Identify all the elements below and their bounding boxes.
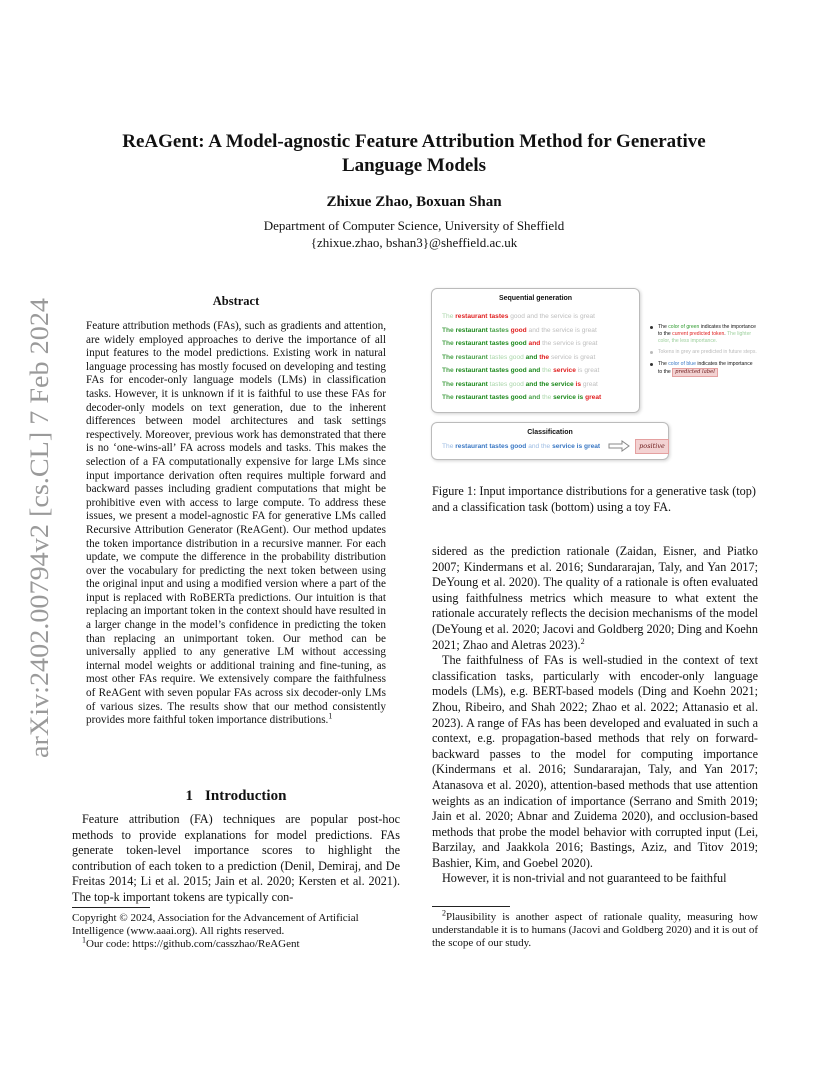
affiliation: Department of Computer Science, University of Sheffield — [263, 218, 565, 233]
footnote-rule-left — [72, 907, 150, 908]
figure-caption: Figure 1: Input importance distributions for a generative task (top) and a classification task (bottom) using a toy FA. — [432, 484, 756, 514]
paragraph-rationale: sidered as the prediction rationale (Zaidan, Eisner, and Piatko 2007; Kindermans et al. 2016; Sundararajan, Taly, and Yan 2017; DeYoung et al. 2020). The quality of a rationale is often evaluated using faithfulness metrics which measure to what extent the rationale accurately reflects the decision mechanisms of the model (DeYoung et al. 2020; Jacovi and Goldberg 2020; Ding and Koehn 2021; Zhao and Aletras 2023).$^2$ — [432, 544, 758, 652]
author-emails: {zhixue.zhao, bshan3}@sheffield.ac.uk — [310, 235, 518, 250]
sequence-row: The restaurant tastes good and the service is great — [442, 353, 596, 361]
sequential-generation-title: Sequential generation — [498, 295, 573, 302]
sequence-row: The restaurant tastes good and the service is great — [442, 367, 600, 374]
code-footnote — [72, 935, 400, 951]
paragraph-however: However, it is non-trivial and not guaranteed to be faithful — [442, 871, 727, 886]
classification-panel — [431, 422, 669, 460]
paper-title: ReAGent: A Model-agnostic Feature Attribution Method for Generative Language Models — [122, 131, 706, 176]
section-number: 1 — [185, 788, 194, 804]
code-footnote-text: Our code: https://github.com/casszhao/ReAGent — [86, 938, 300, 951]
sequence-rows — [442, 313, 601, 408]
classification-row: The restaurant tastes good and the service is great — [442, 443, 601, 450]
copyright-notice: Copyright © 2024, Association for the Advancement of Artificial Intelligence (www.aaai.org). All rights reserved. — [72, 912, 359, 938]
sequence-row: The restaurant tastes good and the service is great — [442, 313, 595, 320]
right-arrow-icon — [608, 440, 630, 452]
code-footnote-mark: 1 — [82, 935, 86, 945]
legend-item-gray: Tokens in grey are predicted in future steps. — [650, 349, 758, 356]
arxiv-id-text: arXiv:2402.00794v2 [cs.CL] 7 Feb 2024 — [25, 333, 54, 758]
figure-legend — [650, 324, 758, 382]
footnote-mark-1: 1 — [328, 711, 333, 721]
paper-authors: Zhixue Zhao, Boxuan Shan — [326, 194, 502, 210]
sequence-row: The restaurant tastes good and the service is great — [442, 380, 598, 388]
arxiv-identifier — [20, 298, 54, 758]
abstract-text: Feature attribution methods (FAs), such as gradients and attention, are widely employed approaches to derive the importance of all input features to the model predictions. Existing work in natural language processing has mostly focused on developing and testing FAs for encoder-only language models (LMs) in classification tasks. However, it is unknown if it is faithful to use these FAs for decoder-only models on text generation, due to the inherent differences between model architectures and task settings respectively. Moreover, previous work has demonstrated that there is no ‘one-wins-all’ FA across models and tasks. This makes the selection of a FA computationally expensive for large LMs since input importance derivation often requires multiple forward and backward passes including gradient computations that might be prohibitive even with access to large compute. To address these issues, we present a model-agnostic FA for generative LMs called Recursive Attribution Generator (ReAGent). Our method updates the token importance distribution in a recursive manner. For each update, we compute the difference in the probability distribution over the vocabulary for predicting the next token between using the original input and using a modified version where a part of the input is replaced with RoBERTa predictions. Our intuition is that replacing an important token in the context should have resulted in a larger change in the model’s confidence in predicting the token than replacing an unimportant token. Our method can be universally applied to any generative LM without accessing internal model weights or additional training and fine-tuning, as most other FAs require. We extensively compare the faithfulness of ReAGent with seven popular FAs across six decoder-only LMs of various sizes. The results show that our method consistently provides more faithful token importance distributions. — [86, 320, 386, 727]
affiliation-block — [100, 217, 728, 251]
right-column-body — [432, 544, 758, 887]
plausibility-footnote: $^2$Plausibility is another aspect of rationale quality, measuring how understandable it is to humans (Jacovi and Goldberg 2020) and it is out of the scope of our study. — [432, 908, 758, 950]
abstract-body — [86, 320, 386, 728]
sequence-row: The restaurant tastes good and the service is great — [442, 326, 597, 334]
plausibility-footnote-mark: 2 — [442, 908, 446, 918]
section-title: Introduction — [205, 788, 287, 804]
section-heading-introduction — [72, 788, 400, 805]
abstract-heading: Abstract — [212, 294, 260, 308]
introduction-body — [72, 812, 400, 906]
classification-title: Classification — [527, 429, 573, 436]
figure-1 — [428, 286, 758, 462]
footnotes-left — [72, 912, 400, 952]
legend-item-blue: The color of blue indicates the importance to the predicted label — [650, 361, 758, 377]
footnote-rule-right — [432, 906, 510, 907]
predicted-label: positive — [635, 439, 669, 454]
sequence-row: The restaurant tastes good and the service is great — [442, 340, 598, 347]
intro-paragraph: Feature attribution (FA) techniques are popular post-hoc methods to provide explanations for model predictions. FAs generate token-level importance scores to highlight the contribution of each token to a prediction (Denil, Demiraj, and De Freitas 2014; Li et al. 2015; Jain et al. 2020; Kersten et al. 2021). The top-k important tokens are typically con- — [72, 812, 400, 904]
sequence-row: The restaurant tastes good and the service is great — [442, 394, 602, 401]
footnotes-right — [432, 908, 758, 951]
legend-item-green: The color of green indicates the importance to the current predicted token. The lighter color, the less importance. — [650, 324, 758, 344]
paragraph-faithfulness: The faithfulness of FAs is well-studied in the context of text classification tasks, particularly with encoder-only language models (LMs), e.g. BERT-based models (Ding and Koehn 2021; Zhou, Ribeiro, and Shah 2022; Zhao et al. 2022; Attanasio et al. 2023). A range of FAs has been developed and evaluated in such a context, e.g. propagation-based methods that rely on forward-backward passes to the model for computing importance (Kindermans et al. 2016; Sundararajan, Taly, and Yan 2017; Atanasova et al. 2020), attention-based methods that use attention weights as an indication of importance (Serrano and Smith 2019; Jain et al. 2020; Abnar and Zuidema 2020), and occlusion-based methods that probe the model behavior with corrupted input (Lei, Barzilay, and Jaakkola 2016; Bastings, Aziz, and Titov 2019; Bashier, Kim, and Goebel 2020). — [432, 653, 758, 870]
sequential-generation-panel — [431, 288, 640, 413]
footnote-mark-2: 2 — [580, 636, 585, 646]
